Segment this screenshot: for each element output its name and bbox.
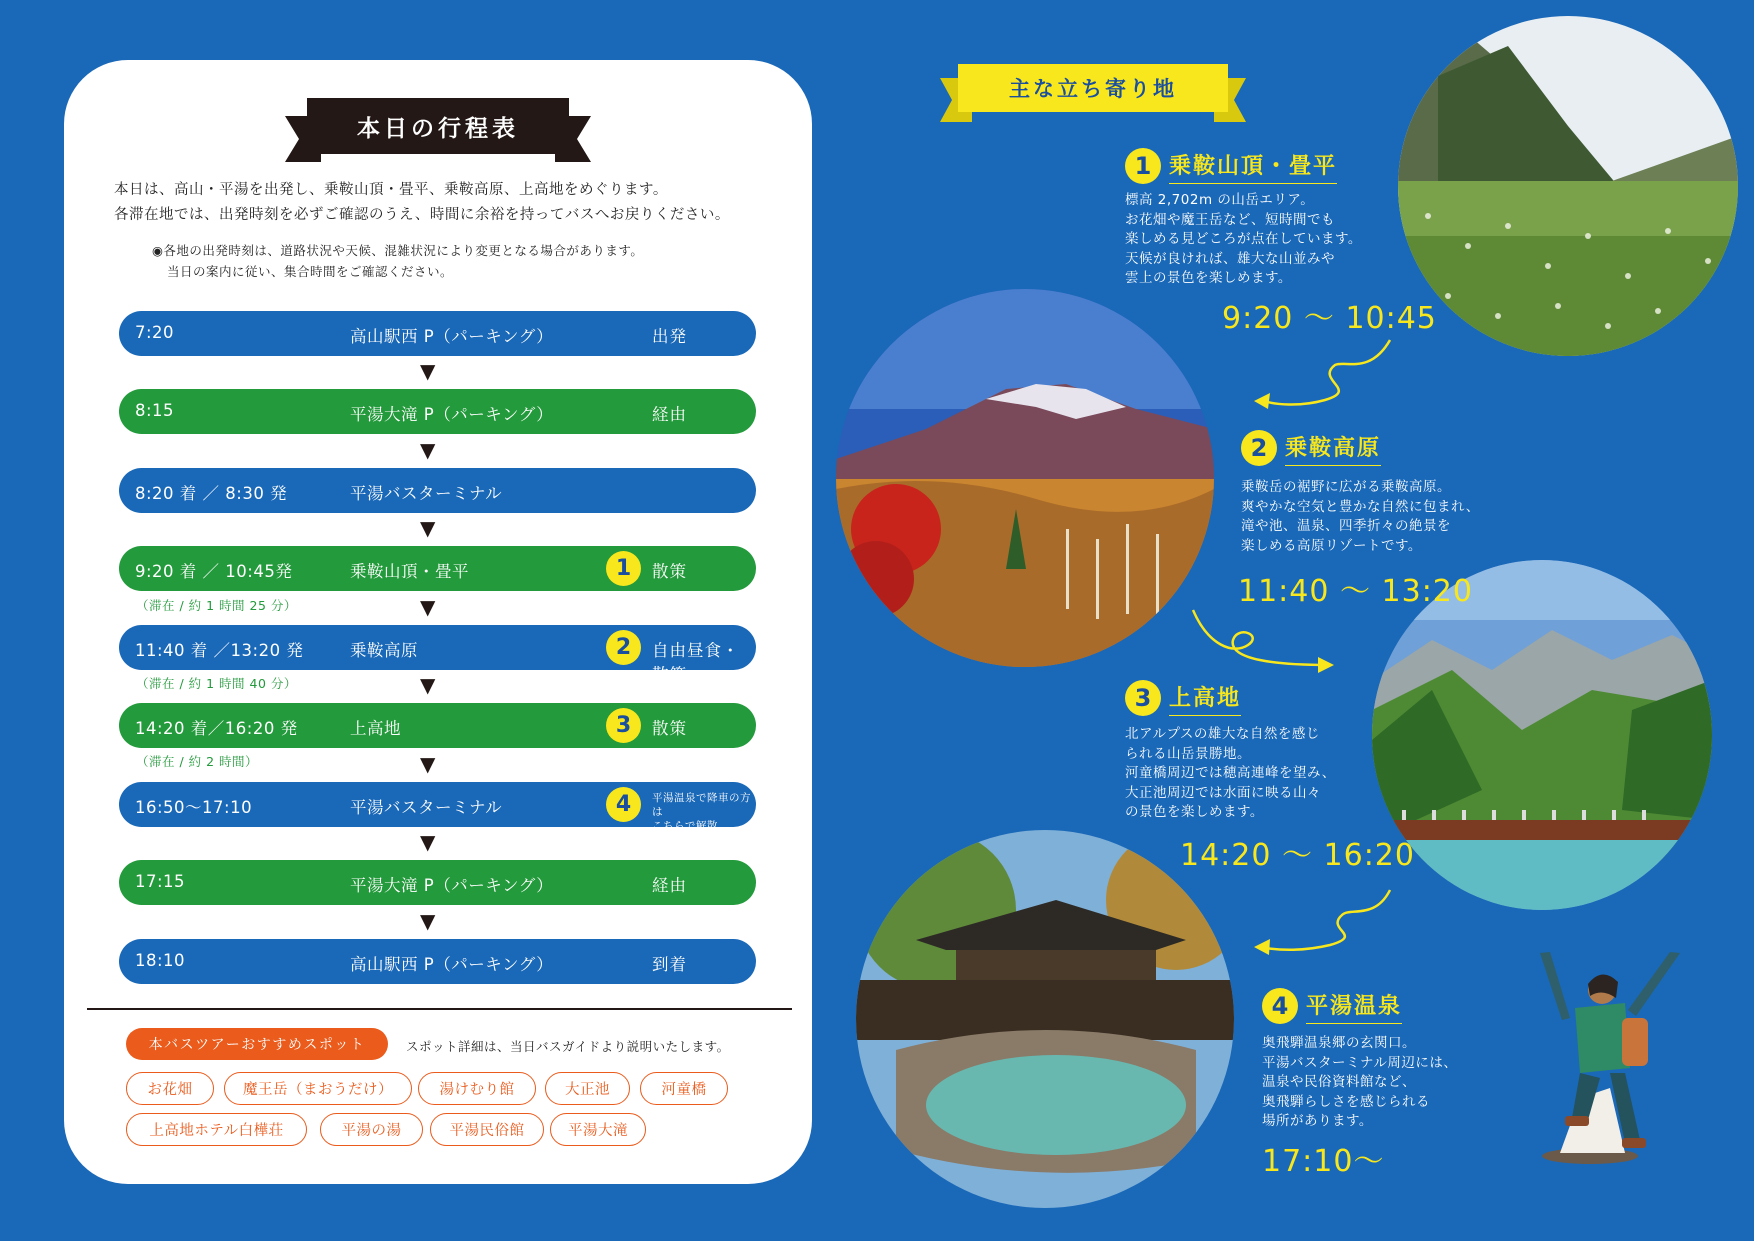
stop-desc-line: 爽やかな空気と豊かな自然に包まれ、: [1241, 498, 1480, 515]
photo-hirayu-onsen: [856, 830, 1234, 1208]
spot-pill: 大正池: [545, 1072, 630, 1105]
stop-title: 平湯温泉: [1306, 989, 1402, 1024]
schedule-row: [119, 860, 756, 905]
spot-pill: 平湯の湯: [320, 1113, 423, 1146]
stop-desc-line: の景色を楽しめます。: [1125, 804, 1264, 820]
stop-number-badge: 4: [606, 787, 641, 822]
stop-desc-line: 標高 2,702m の山岳エリア。: [1125, 192, 1315, 208]
stop-2-header: [1241, 430, 1381, 466]
schedule-time: 8:15: [135, 401, 175, 420]
stop-desc-line: 場所があります。: [1262, 1113, 1373, 1129]
hiker-illustration: [1530, 948, 1690, 1168]
spot-pill: 上高地ホテル白樺荘: [126, 1113, 307, 1146]
stop-desc-line: 奥飛騨らしさを感じられる: [1262, 1093, 1430, 1110]
schedule-row: [119, 389, 756, 434]
schedule-row: [119, 782, 756, 832]
down-arrow-icon: ▼: [420, 595, 436, 619]
schedule-action: 散策: [652, 562, 687, 581]
schedule-row: [119, 703, 756, 748]
schedule-place: 乗鞍高原: [350, 641, 418, 660]
intro-text: [114, 178, 774, 228]
recommended-spots-badge: 本バスツアーおすすめスポット: [126, 1028, 388, 1060]
stay-duration: （滞在 / 約 1 時間 25 分）: [136, 598, 297, 613]
stop-4-desc: [1262, 1034, 1457, 1132]
stop-desc-line: 乗鞍岳の裾野に広がる乗鞍高原。: [1241, 479, 1451, 495]
notice-text: [152, 240, 643, 282]
schedule-time: 8:20 着 ／ 8:30 発: [135, 484, 288, 503]
stop-time: 11:40 〜 13:20: [1238, 574, 1473, 609]
stop-desc-line: 楽しめる見どころが点在しています。: [1125, 231, 1362, 247]
stop-desc-line: 平湯バスターミナル周辺には、: [1262, 1054, 1458, 1071]
route-curl-arrow-icon: [1250, 885, 1400, 960]
stop-desc-line: 大正池周辺では水面に映る山々: [1125, 784, 1321, 801]
intro-line: 各滞在地では、出発時刻を必ずご確認のうえ、時間に余裕を持ってバスへお戻りください。: [114, 207, 730, 223]
stop-number-badge: 1: [606, 551, 641, 586]
stop-number-badge: 2: [606, 630, 641, 665]
stop-desc-line: 雲上の景色を楽しめます。: [1125, 270, 1292, 286]
stop-desc-line: 温泉や民俗資料館など、: [1262, 1074, 1416, 1090]
schedule-row: [119, 939, 756, 984]
down-arrow-icon: ▼: [420, 438, 436, 462]
stop-desc-line: 奥飛騨温泉郷の玄関口。: [1262, 1035, 1416, 1051]
stops-title-ribbon: [940, 64, 1246, 116]
spot-pill: 魔王岳（まおうだけ）: [224, 1072, 412, 1105]
schedule-note: [652, 791, 756, 833]
schedule-place: 高山駅西 P（パーキング）: [350, 955, 554, 974]
stop-title: 乗鞍高原: [1285, 431, 1381, 466]
stop-number-badge: 2: [1241, 430, 1277, 466]
schedule-action: 経由: [652, 876, 687, 895]
schedule-place: 平湯大滝 P（パーキング）: [350, 876, 554, 895]
schedule-action: 自由昼食・散策: [652, 641, 740, 684]
stop-2-desc: [1241, 478, 1480, 556]
spot-pill: 平湯民俗館: [430, 1113, 544, 1146]
notice-line: 当日の案内に従い、集合時間をご確認ください。: [167, 264, 454, 279]
schedule-note-line: 平湯温泉で降車の方は: [652, 792, 751, 818]
schedule-action: 到着: [652, 955, 687, 974]
photo-kamikochi-kappabashi: [1372, 560, 1712, 910]
notice-line: ◉各地の出発時刻は、道路状況や天候、混雑状況により変更となる場合があります。: [152, 243, 644, 258]
section-divider: [87, 1008, 792, 1010]
stop-title: 乗鞍山頂・畳平: [1169, 149, 1337, 184]
stop-desc-line: 河童橋周辺では穂高連峰を望み、: [1125, 765, 1336, 781]
stop-number-badge: 1: [1125, 148, 1161, 184]
route-curl-arrow-icon: [1250, 335, 1400, 415]
spot-pill: 湯けむり館: [418, 1072, 536, 1105]
down-arrow-icon: ▼: [420, 830, 436, 854]
schedule-row: [119, 546, 756, 591]
down-arrow-icon: ▼: [420, 673, 436, 697]
down-arrow-icon: ▼: [420, 909, 436, 933]
schedule-row: [119, 311, 756, 356]
schedule-action: 散策: [652, 719, 687, 738]
schedule-row: [119, 468, 756, 513]
recommended-spots-desc: スポット詳細は、当日バスガイドより説明いたします。: [406, 1039, 730, 1054]
schedule-place: 平湯大滝 P（パーキング）: [350, 405, 554, 424]
down-arrow-icon: ▼: [420, 516, 436, 540]
route-curl-arrow-icon: [1188, 605, 1338, 675]
stop-number-badge: 3: [606, 708, 641, 743]
stay-duration: （滞在 / 約 2 時間）: [136, 754, 259, 769]
schedule-time: 16:50〜17:10: [135, 798, 253, 817]
itinerary-title: 本日の行程表: [307, 98, 569, 154]
stop-1-header: [1125, 148, 1337, 184]
stop-desc-line: お花畑や魔王岳など、短時間でも: [1125, 211, 1335, 228]
spot-pill: お花畑: [126, 1072, 214, 1105]
schedule-time: 9:20 着 ／ 10:45発: [135, 562, 293, 581]
schedule-place: 平湯バスターミナル: [350, 798, 503, 817]
schedule-action: 経由: [652, 405, 687, 424]
stop-desc-line: られる山岳景勝地。: [1125, 745, 1251, 762]
stop-4-header: [1262, 988, 1402, 1024]
itinerary-title-ribbon: [307, 98, 569, 154]
schedule-time: 11:40 着 ／13:20 発: [135, 641, 304, 660]
stop-time: 17:10〜: [1262, 1144, 1385, 1179]
down-arrow-icon: ▼: [420, 752, 436, 776]
schedule-time: 17:15: [135, 872, 186, 891]
spot-pill: 河童橋: [640, 1072, 728, 1105]
stop-number-badge: 3: [1125, 680, 1161, 716]
stop-3-desc: [1125, 725, 1336, 823]
stay-duration: （滞在 / 約 1 時間 40 分）: [136, 676, 297, 691]
schedule-place: 平湯バスターミナル: [350, 484, 503, 503]
spot-pill: 平湯大滝: [550, 1113, 646, 1146]
stop-1-desc: [1125, 191, 1362, 289]
stop-desc-line: 天候が良ければ、雄大な山並みや: [1125, 250, 1335, 267]
stop-time: 9:20 〜 10:45: [1222, 301, 1437, 336]
schedule-place: 高山駅西 P（パーキング）: [350, 327, 554, 346]
photo-tatamidaira-meadow: [1398, 16, 1738, 356]
itinerary-card: [64, 60, 812, 1184]
stop-desc-line: 楽しめる高原リゾートです。: [1241, 537, 1422, 554]
stops-title: 主な立ち寄り地: [958, 64, 1228, 112]
schedule-note-line: こちらで解散: [652, 820, 718, 832]
schedule-action: 出発: [652, 327, 687, 346]
schedule-time: 7:20: [135, 323, 175, 342]
stop-desc-line: 北アルプスの雄大な自然を感じ: [1125, 726, 1320, 742]
schedule-place: 上高地: [350, 719, 401, 738]
schedule-place: 乗鞍山頂・畳平: [350, 562, 469, 581]
photo-norikura-autumn: [836, 289, 1214, 667]
schedule-time: 14:20 着／16:20 発: [135, 719, 298, 738]
schedule-time: 18:10: [135, 951, 186, 970]
intro-line: 本日は、高山・平湯を出発し、乗鞍山頂・畳平、乗鞍高原、上高地をめぐります。: [114, 182, 668, 198]
stop-title: 上高地: [1169, 681, 1241, 716]
down-arrow-icon: ▼: [420, 359, 436, 383]
stop-desc-line: 滝や池、温泉、四季折々の絶景を: [1241, 518, 1451, 534]
stop-number-badge: 4: [1262, 988, 1298, 1024]
stop-3-header: [1125, 680, 1241, 716]
stop-time: 14:20 〜 16:20: [1180, 838, 1415, 873]
